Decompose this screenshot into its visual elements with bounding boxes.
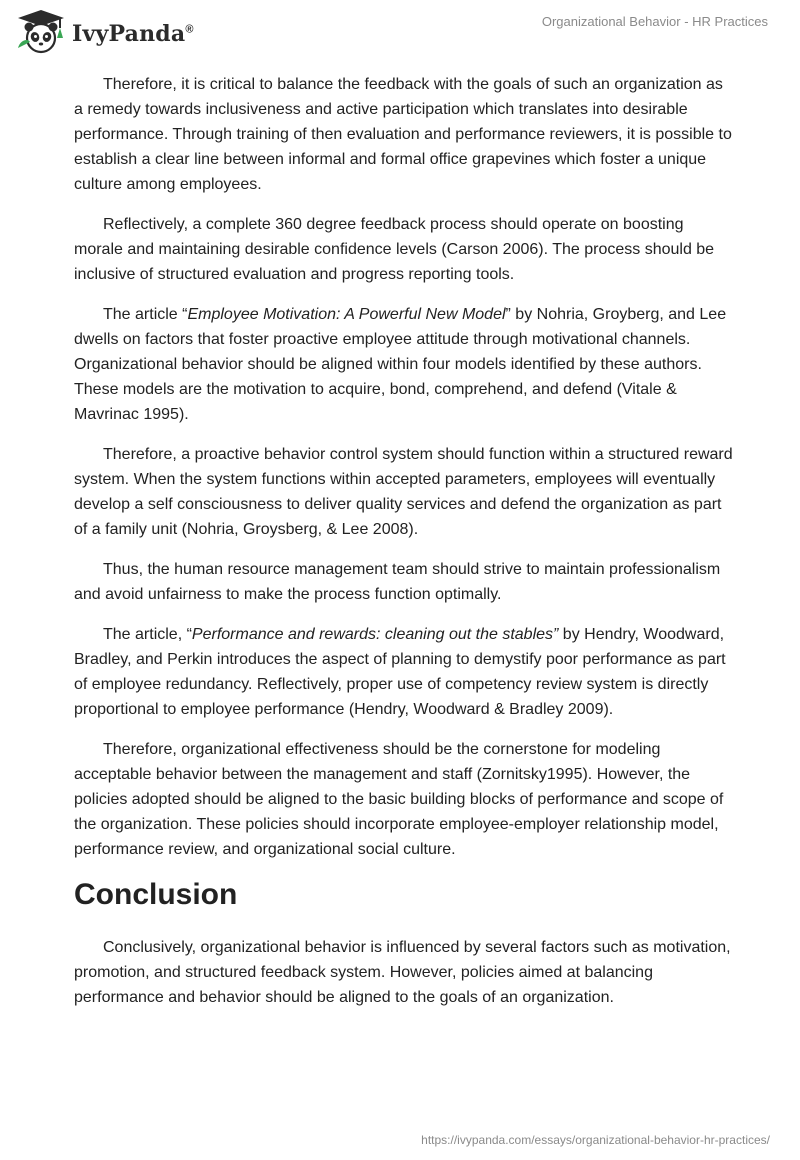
paragraph-6 [74, 622, 734, 722]
paragraph-text: Reflectively, a complete 360 degree feedback process should operate on boosting morale and maintaining desirable confidence levels (Carson 2006). The process should be inclusive of structured evaluation and progress reporting tools. [74, 216, 715, 283]
paragraph-4 [74, 442, 734, 542]
paragraph-text: Therefore, organizational effectiveness should be the cornerstone for modeling acceptable behavior between the management and staff (Zornitsky1995). However, the policies adopted should be aligned to the basic building blocks of performance and scope of the organization. These policies should incorporate employee-employer relationship model, performance review, and organizational social culture. [74, 741, 724, 858]
essay-body [74, 72, 734, 1025]
conclusion-heading: Conclusion [74, 878, 238, 911]
panda-graduate-icon [14, 8, 68, 56]
paragraph-3 [74, 302, 734, 427]
registered-mark: ® [185, 23, 194, 36]
paragraph-1 [74, 72, 734, 197]
paragraph-text: ” by Nohria, Groyberg, and Lee dwells on factors that foster proactive employee attitude through motivational channels. Organizational behavior should be aligned within four models identified by these authors. These models are the motivation to acquire, bond, comprehend, and defend (Vitale & Mavrinac 1995). [74, 306, 727, 423]
source-url-link[interactable]: https://ivypanda.com/essays/organizational-behavior-hr-practices/ [421, 1133, 770, 1147]
paragraph-text: The article, “ [103, 626, 192, 643]
conclusion-paragraph: Conclusively, organizational behavior is influenced by several factors such as motivation, promotion, and structured feedback system. However, policies aimed at balancing performance and behavior should be aligned to the goals of an organization. [74, 939, 731, 1006]
page-header [0, 0, 800, 64]
paragraph-text: by Hendry, Woodward, Bradley, and Perkin introduces the aspect of planning to demystify poor performance as part of employee redundancy. Reflectively, proper use of competency review system is directly proportional to employee performance (Hendry, Woodward & Bradley 2009). [74, 626, 726, 718]
paragraph-7 [74, 737, 734, 862]
article-title: Employee Motivation: A Powerful New Model [187, 306, 506, 323]
paragraph-text: Thus, the human resource management team should strive to maintain professionalism and avoid unfairness to make the process function optimally. [74, 561, 721, 603]
ivypanda-logo[interactable] [14, 8, 194, 56]
document-title: Organizational Behavior - HR Practices [541, 14, 768, 29]
paragraph-text: Therefore, a proactive behavior control system should function within a structured reward system. When the system functions within accepted parameters, employees will eventually develop a self consciousness to deliver quality services and defend the organization as part of a family unit (Nohria, Groysberg, & Lee 2008). [74, 446, 733, 538]
article-title: Performance and rewards: cleaning out the stables” [191, 626, 559, 643]
paragraph-5 [74, 557, 734, 607]
paragraph-2 [74, 212, 734, 287]
paragraph-text: The article “ [103, 306, 188, 323]
brand-wordmark: IvyPanda [72, 21, 186, 47]
brand-name [72, 21, 194, 47]
paragraph-text: Therefore, it is critical to balance the feedback with the goals of such an organization as a remedy towards inclusiveness and active participation which translates into desirable performance. Through training of then evaluation and performance reviewers, it is possible to establish a clear line between informal and formal office grapevines which foster a unique culture among employees. [74, 76, 732, 193]
